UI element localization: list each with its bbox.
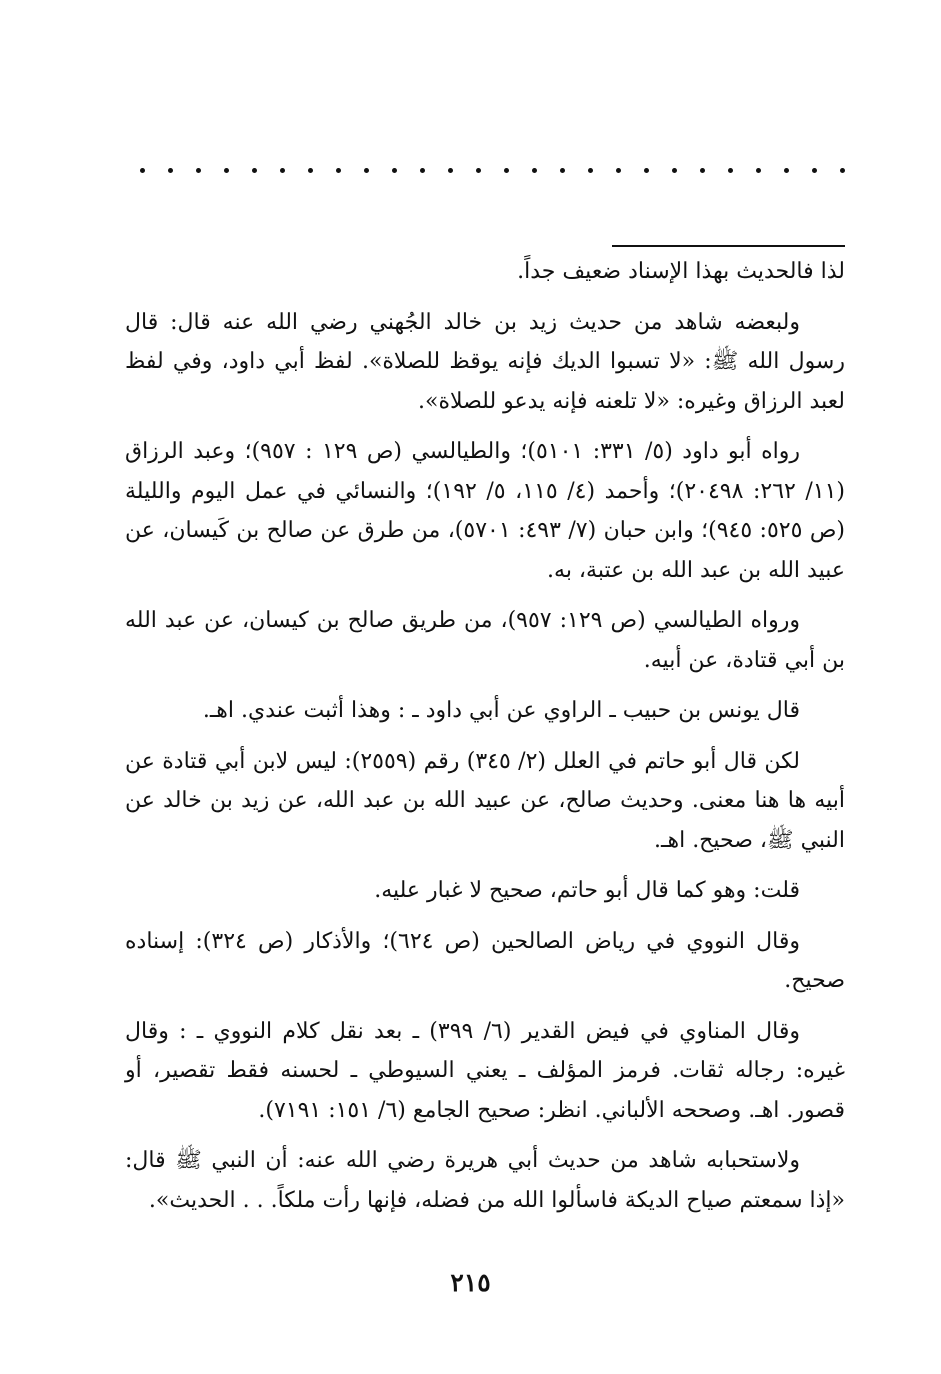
separator-dot: [252, 168, 257, 173]
paragraph-author-note: قلت: وهو كما قال أبو حاتم، صحيح لا غبار عليه.: [374, 878, 800, 903]
separator-dot: [504, 168, 509, 173]
separator-dot: [336, 168, 341, 173]
separator-dot: [140, 168, 145, 173]
separator-dot: [420, 168, 425, 173]
separator-dot: [728, 168, 733, 173]
page-number: ٢١٥: [450, 1268, 491, 1297]
separator-dot: [364, 168, 369, 173]
separator-dot: [448, 168, 453, 173]
separator-dot: [308, 168, 313, 173]
paragraph-tayalisi: ورواه الطيالسي (ص ١٢٩: ٩٥٧)، من طريق صالح بن كيسان، عن عبد الله بن أبي قتادة، عن أبيه.: [125, 608, 845, 673]
separator-dot: [840, 168, 845, 173]
footnote-rule: [612, 245, 845, 247]
paragraph-munawi: وقال المناوي في فيض القدير (٦/ ٣٩٩) ـ بعد نقل كلام النووي ـ : وقال غيره: رجاله ثقات. فرمز المؤلف ـ يعني السيوطي ـ لحسنه فقط تقصير، أو قصور. اهـ. وصححه الألباني. انظر: صحيح الجامع (٦/ ١٥١: ٧١٩١).: [125, 1018, 845, 1123]
paragraph-abu-hatim: لكن قال أبو حاتم في العلل (٢/ ٣٤٥) رقم (٢٥٥٩): ليس لابن أبي قتادة عن أبيه ها هنا معنى. وحديث صالح، عن عبيد الله بن عبد الله، عن زيد بن خالد عن النبي ﷺ، صحيح. اهـ.: [125, 748, 845, 853]
paragraph-nawawi: وقال النووي في رياض الصالحين (ص ٦٢٤)؛ والأذكار (ص ٣٢٤): إسناده صحيح.: [125, 928, 845, 993]
separator-dot: [168, 168, 173, 173]
paragraph-witness-zaid: ولبعضه شاهد من حديث زيد بن خالد الجُهني رضي الله عنه قال: قال رسول الله ﷺ: «لا تسبوا الديك فإنه يوقظ للصلاة». لفظ أبي داود، وفي لفظ لعبد الرزاق وغيره: «لا تلعنه فإنه يدعو للصلاة».: [125, 309, 845, 414]
separator-dot: [644, 168, 649, 173]
dotted-separator: [140, 160, 845, 180]
separator-dot: [560, 168, 565, 173]
separator-dot: [784, 168, 789, 173]
separator-dot: [812, 168, 817, 173]
separator-dot: [532, 168, 537, 173]
separator-dot: [700, 168, 705, 173]
separator-dot: [672, 168, 677, 173]
footnote-text: [125, 252, 845, 1231]
separator-dot: [756, 168, 761, 173]
paragraph-yunus: قال يونس بن حبيب ـ الراوي عن أبي داود ـ : وهذا أثبت عندي. اهـ.: [202, 698, 800, 723]
paragraph-abu-hurayra: ولاستحبابه شاهد من حديث أبي هريرة رضي الله عنه: أن النبي ﷺ قال: «إذا سمعتم صياح الديكة فاسألوا الله من فضله، فإنها رأت ملكاً. . . الحديث».: [125, 1148, 845, 1213]
separator-dot: [588, 168, 593, 173]
paragraph-conclusion: لذا فالحديث بهذا الإسناد ضعيف جداً.: [517, 259, 845, 284]
separator-dot: [392, 168, 397, 173]
separator-dot: [196, 168, 201, 173]
paragraph-sources: رواه أبو داود (٥/ ٣٣١: ٥١٠١)؛ والطيالسي (ص ١٢٩ : ٩٥٧)؛ وعبد الرزاق (١١/ ٢٦٢: ٢٠٤٩٨)؛ وأحمد (٤/ ١١٥، ٥/ ١٩٢)؛ والنسائي في عمل اليوم والليلة (ص ٥٢٥: ٩٤٥)؛ وابن حبان (٧/ ٤٩٣: ٥٧٠١)، من طرق عن صالح بن كَيسان، عن عبيد الله بن عبد الله بن عتبة، به.: [125, 439, 846, 583]
separator-dot: [280, 168, 285, 173]
separator-dot: [616, 168, 621, 173]
separator-dot: [224, 168, 229, 173]
separator-dot: [476, 168, 481, 173]
